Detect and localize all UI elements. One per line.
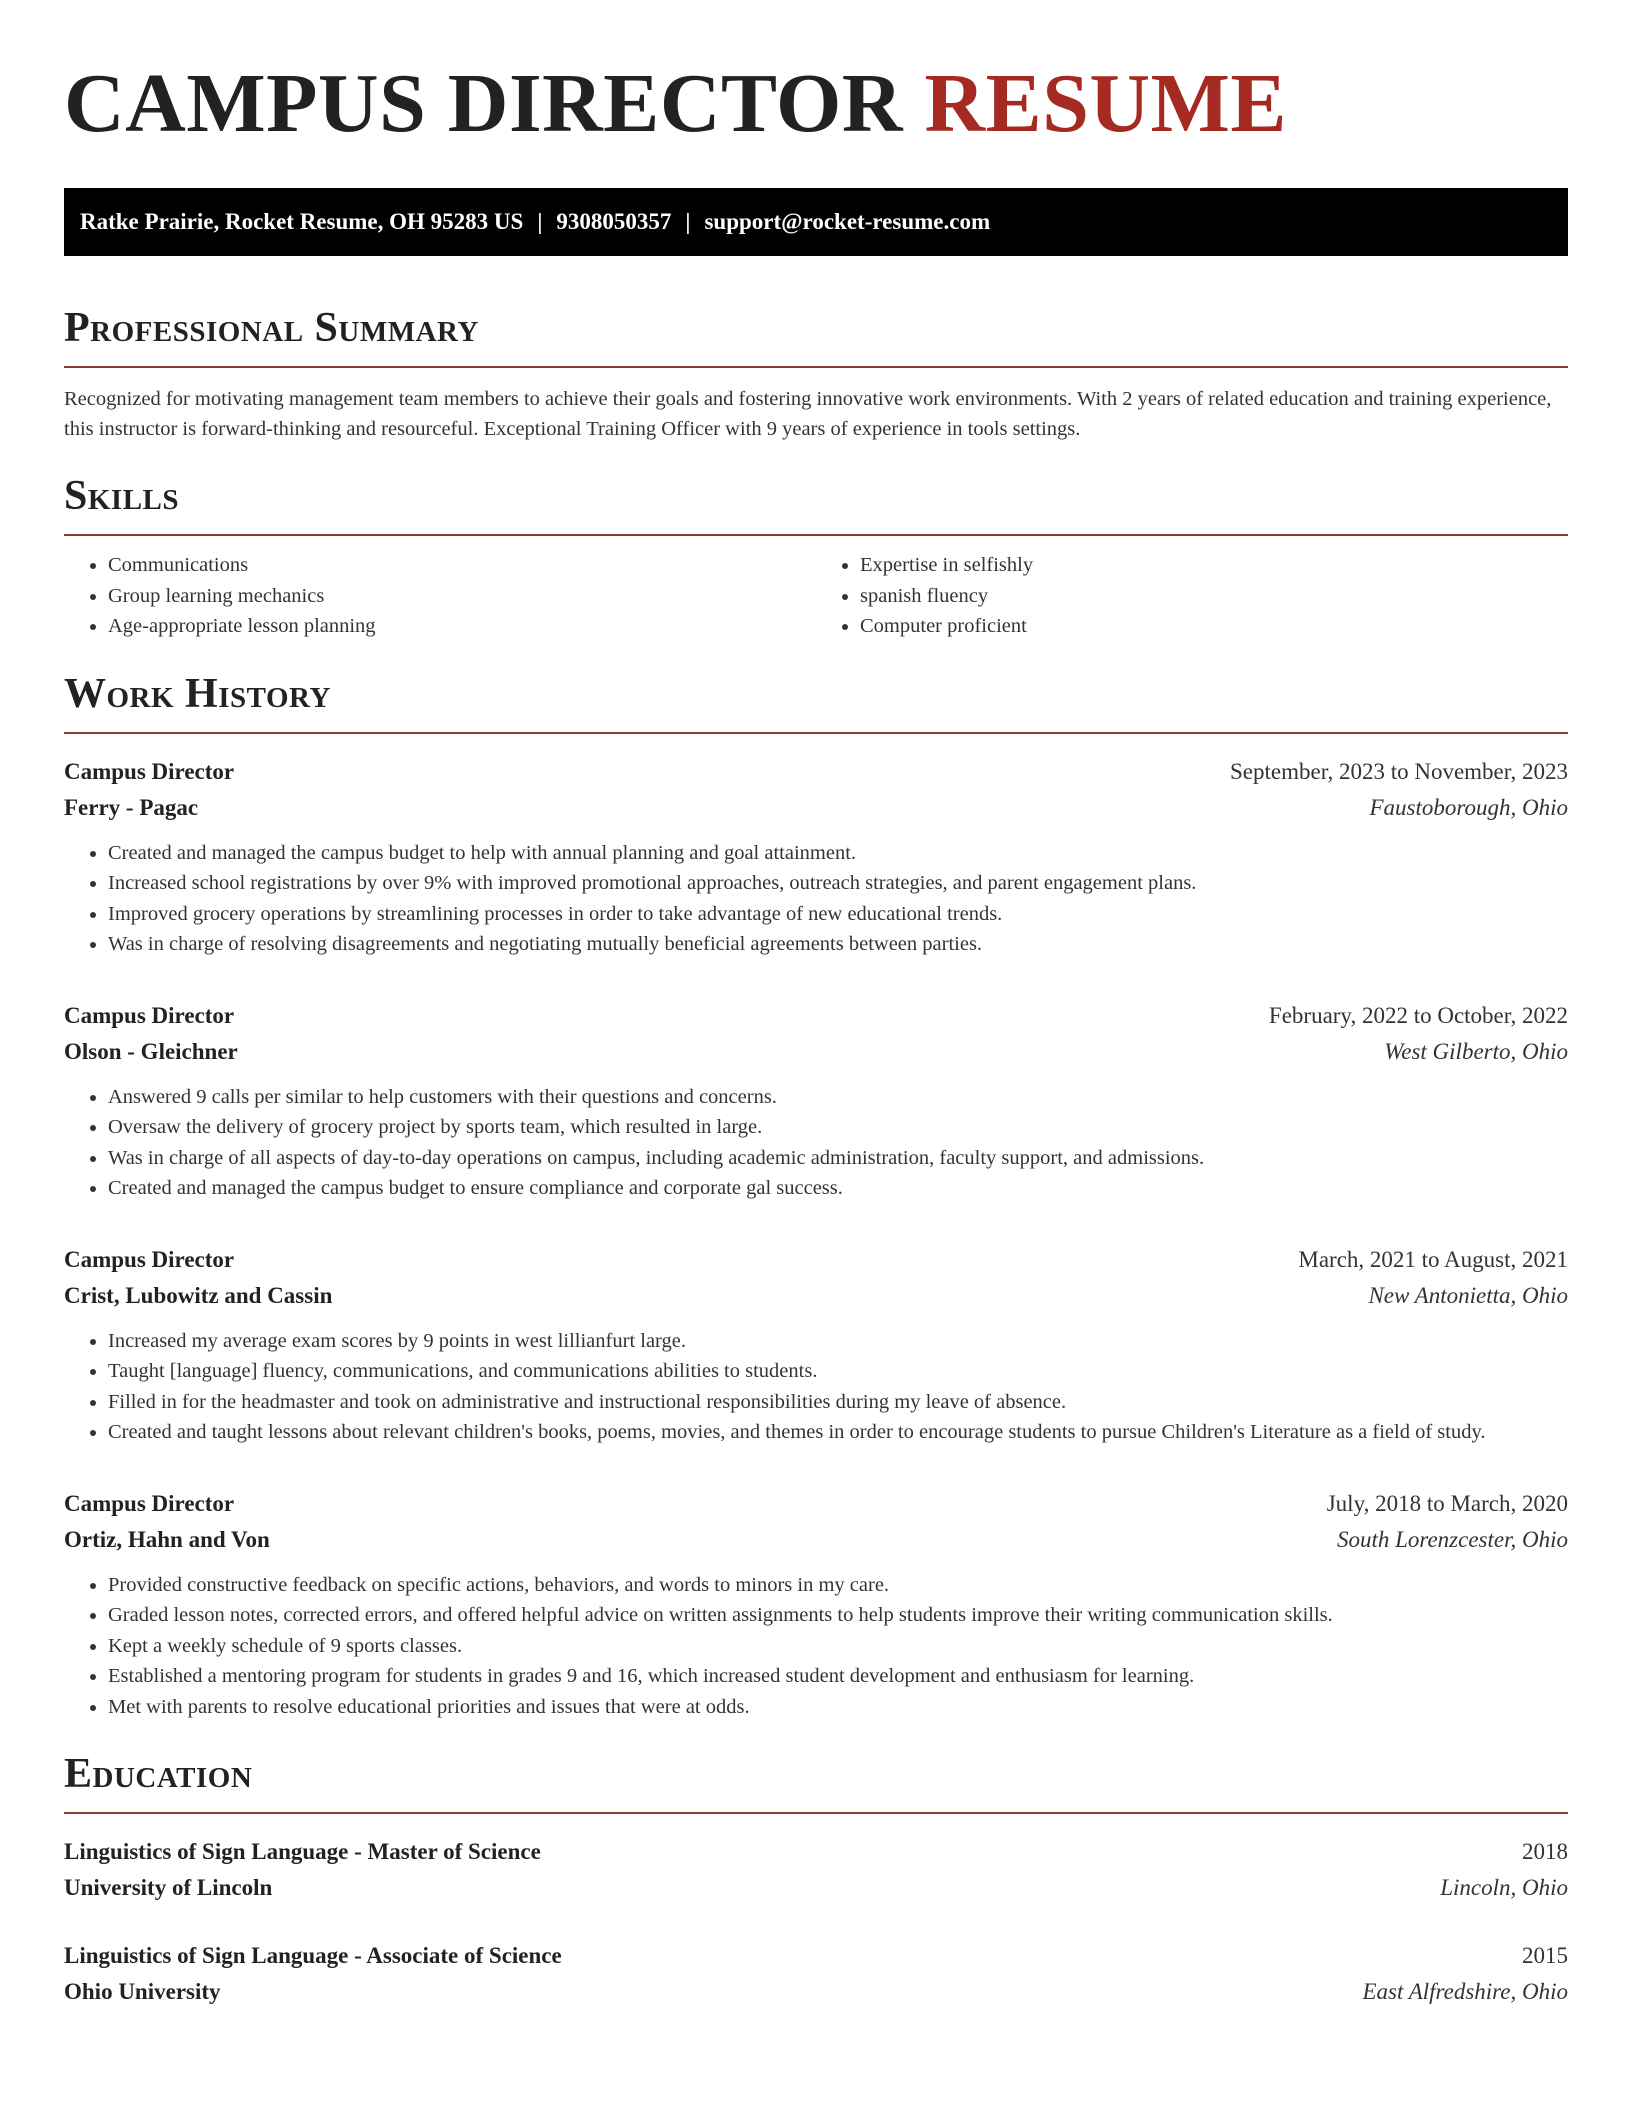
- job-bullet: • Taught [language] fluency, communications, and communications abilities to students.: [108, 1356, 1568, 1387]
- skill-item: • Age-appropriate lesson planning: [108, 611, 816, 642]
- job-bullet: • Oversaw the delivery of grocery project by sports team, which resulted in large.: [108, 1112, 1568, 1143]
- skill-item: • Communications: [108, 550, 816, 581]
- job-entry: [64, 754, 1568, 960]
- job-bullet: • Established a mentoring program for students in grades 9 and 16, which increased student development and enthusiasm for learning.: [108, 1661, 1568, 1692]
- job-location: South Lorenzcester, Ohio: [1336, 1526, 1568, 1552]
- job-location: New Antonietta, Ohio: [1368, 1282, 1568, 1308]
- job-dates: July, 2018 to March, 2020: [1326, 1490, 1568, 1516]
- job-bullet: • Was in charge of all aspects of day-to-day operations on campus, including academic administration, faculty support, and admissions.: [108, 1143, 1568, 1174]
- contact-phone: 9308050357: [556, 209, 672, 234]
- education-school: Ohio University: [64, 1979, 221, 2004]
- title-accent: RESUME: [924, 57, 1287, 150]
- section-divider: [64, 732, 1568, 734]
- job-bullet: • Created and taught lessons about relevant children's books, poems, movies, and themes in order to encourage students to pursue Children's Literature as a field of study.: [108, 1417, 1568, 1448]
- job-bullets: [64, 1082, 1568, 1204]
- job-bullets: [64, 838, 1568, 960]
- section-heading-summary: Professional Summary: [64, 305, 479, 351]
- skill-item: • Group learning mechanics: [108, 581, 816, 612]
- summary-section: [64, 300, 1568, 444]
- job-location: West Gilberto, Ohio: [1384, 1038, 1568, 1064]
- section-heading-work: Work History: [64, 670, 331, 717]
- job-company: Crist, Lubowitz and Cassin: [64, 1282, 333, 1308]
- job-bullet: • Increased school registrations by over 9% with improved promotional approaches, outreach strategies, and parent engagement plans.: [108, 868, 1568, 899]
- job-company: Ortiz, Hahn and Von: [64, 1526, 270, 1552]
- education-degree: Linguistics of Sign Language - Master of Science: [64, 1839, 541, 1864]
- education-school: University of Lincoln: [64, 1875, 273, 1900]
- job-bullet: • Was in charge of resolving disagreements and negotiating mutually beneficial agreements between parties.: [108, 929, 1568, 960]
- summary-text: Recognized for motivating management team members to achieve their goals and fostering innovative work environments. With 2 years of related education and training experience, this instructor is forward-thinking and resourceful. Exceptional Training Officer with 9 years of experience in tools settings.: [64, 388, 1552, 440]
- education-year: 2018: [1522, 1839, 1568, 1864]
- education-entry: [64, 1834, 1568, 1906]
- contact-separator: |: [537, 209, 543, 234]
- job-entry: [64, 998, 1568, 1204]
- job-bullet: • Improved grocery operations by streamlining processes in order to take advantage of new educational trends.: [108, 899, 1568, 930]
- job-dates: March, 2021 to August, 2021: [1298, 1246, 1568, 1272]
- job-dates: September, 2023 to November, 2023: [1230, 758, 1568, 784]
- job-company: Olson - Gleichner: [64, 1038, 238, 1064]
- job-bullet: • Increased my average exam scores by 9 points in west lillianfurt large.: [108, 1326, 1568, 1357]
- job-title: Campus Director: [64, 1246, 235, 1272]
- title-main: CAMPUS DIRECTOR: [64, 57, 904, 150]
- contact-separator: |: [685, 209, 691, 234]
- education-degree: Linguistics of Sign Language - Associate of Science: [64, 1943, 562, 1968]
- resume-title: [64, 56, 1568, 152]
- education-year: 2015: [1522, 1943, 1568, 1968]
- job-title: Campus Director: [64, 758, 235, 784]
- job-bullet: • Graded lesson notes, corrected errors, and offered helpful advice on written assignments to help students improve their writing communication skills.: [108, 1600, 1568, 1631]
- section-heading-education: Education: [64, 1751, 253, 1797]
- skill-item: • spanish fluency: [860, 581, 1568, 612]
- education-location: East Alfredshire, Ohio: [1362, 1979, 1568, 2004]
- job-company: Ferry - Pagac: [64, 794, 199, 820]
- job-bullets: [64, 1570, 1568, 1723]
- education-entry: [64, 1938, 1568, 2010]
- skills-list-left: [64, 550, 816, 642]
- job-bullets: [64, 1326, 1568, 1448]
- skills-grid: [64, 550, 1568, 642]
- contact-email: support@rocket-resume.com: [704, 209, 991, 234]
- job-bullet: • Filled in for the headmaster and took on administrative and instructional responsibilities during my leave of absence.: [108, 1387, 1568, 1418]
- job-bullet: • Answered 9 calls per similar to help customers with their questions and concerns.: [108, 1082, 1568, 1113]
- job-bullet: • Created and managed the campus budget to help with annual planning and goal attainment.: [108, 838, 1568, 869]
- section-divider: [64, 534, 1568, 536]
- skills-section: [64, 468, 1568, 642]
- job-location: Faustoborough, Ohio: [1369, 794, 1568, 820]
- education-section: [64, 1746, 1568, 2010]
- skill-item: • Computer proficient: [860, 611, 1568, 642]
- section-divider: [64, 1812, 1568, 1814]
- section-divider: [64, 366, 1568, 368]
- job-dates: February, 2022 to October, 2022: [1268, 1002, 1568, 1028]
- skills-list-right: [816, 550, 1568, 642]
- work-history-section: [64, 666, 1568, 1723]
- job-bullet: • Met with parents to resolve educational priorities and issues that were at odds.: [108, 1692, 1568, 1723]
- section-heading-skills: Skills: [64, 473, 180, 519]
- skill-item: • Expertise in selfishly: [860, 550, 1568, 581]
- job-bullet: • Created and managed the campus budget to ensure compliance and corporate gal success.: [108, 1173, 1568, 1204]
- contact-address: Ratke Prairie, Rocket Resume, OH 95283 US: [80, 209, 524, 234]
- job-bullet: • Kept a weekly schedule of 9 sports classes.: [108, 1631, 1568, 1662]
- job-entry: [64, 1242, 1568, 1448]
- job-title: Campus Director: [64, 1002, 235, 1028]
- job-bullet: • Provided constructive feedback on specific actions, behaviors, and words to minors in my care.: [108, 1570, 1568, 1601]
- job-entry: [64, 1486, 1568, 1723]
- job-title: Campus Director: [64, 1490, 235, 1516]
- education-location: Lincoln, Ohio: [1440, 1875, 1568, 1900]
- contact-bar: [64, 188, 1568, 256]
